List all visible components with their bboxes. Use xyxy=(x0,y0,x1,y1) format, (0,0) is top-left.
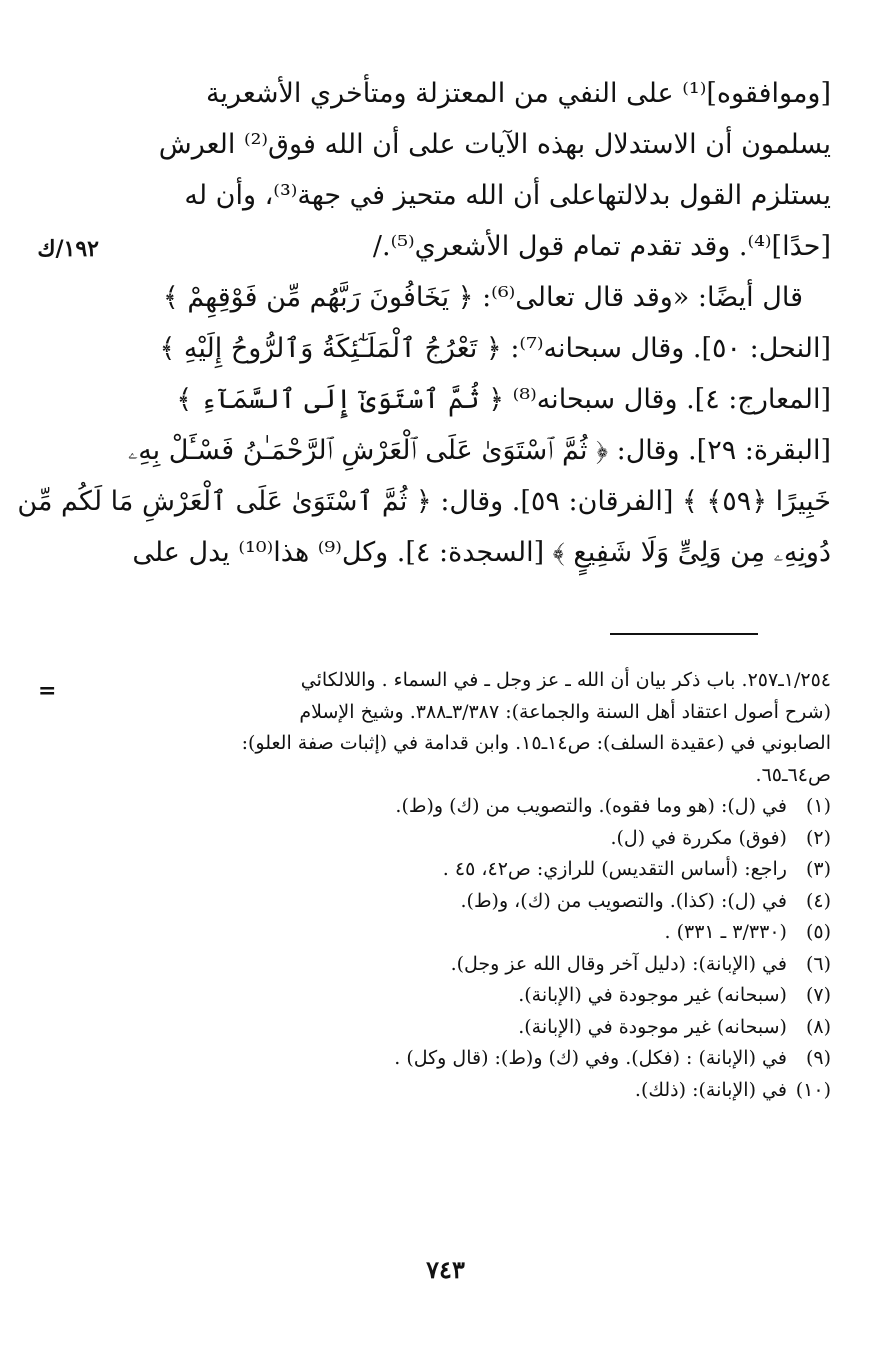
main-text-line: [حدًا]⁽⁴⁾. وقد تقدم تمام قول الأشعري⁽⁵⁾./ xyxy=(372,231,831,262)
main-text-line: يستلزم القول بدلالتهاعلى أن الله متحيز في جهة⁽³⁾، وأن له xyxy=(184,180,831,211)
footnotes xyxy=(161,665,831,1106)
main-text-line: دُونِهِۦ مِن وَلِىٍّ وَلَا شَفِيعٍ ﴾ [السجدة: ٤]. وكل⁽⁹⁾ هذا⁽¹⁰⁾ يدل على xyxy=(132,537,831,568)
footnote-continuation-line: (شرح أصول اعتقاد أهل السنة والجماعة): ٣/٣٨٧ـ٣٨٨. وشيخ الإسلام xyxy=(299,700,831,723)
main-text-line: خَبِيرًا ﴿٥٩﴾ ﴾ [الفرقان: ٥٩]. وقال: ﴿ ثُمَّ ٱسْتَوَىٰ عَلَى ٱلْعَرْشِ مَا لَكُم مِّن xyxy=(17,486,831,517)
main-text-line: [البقرة: ٢٩]. وقال: ﴿ ثُمَّ ٱسْتَوَىٰ عَلَى ٱلْعَرْشِ ٱلرَّحْمَـٰنُ فَسْـَٔلْ بِهِۦ xyxy=(127,435,831,466)
main-text-line: [المعارج: ٤]. وقال سبحانه⁽⁸⁾ ﴿ ثُمَّ ٱسْتَوَىٰٓ إِلَى ٱلسَّمَآءِ ﴾ xyxy=(176,384,831,415)
footnote-item xyxy=(161,1012,831,1044)
footnote-divider xyxy=(610,633,758,635)
footnote-item xyxy=(161,949,831,981)
footnote-item xyxy=(161,823,831,855)
footnote-number: (٦) xyxy=(805,952,831,975)
footnote-number: (٣) xyxy=(805,858,831,880)
footnote-number: (٤) xyxy=(805,889,831,912)
footnote-item xyxy=(161,980,831,1012)
footnote-text: في (الإبانة) : (فكل). وفي (ك) و(ط): (قال وكل) . xyxy=(394,1047,787,1069)
footnote-continuation-line: ص٦٤ـ٦٥. xyxy=(755,763,831,786)
footnote-text: (سبحانه) غير موجودة في (الإبانة). xyxy=(518,1015,787,1038)
footnote-item xyxy=(161,917,831,949)
footnote-item xyxy=(161,1075,831,1107)
footnote-text: (سبحانه) غير موجودة في (الإبانة). xyxy=(518,984,787,1006)
footnote-text: في (الإبانة): (ذلك). xyxy=(634,1078,787,1101)
footnote-item xyxy=(161,791,831,823)
footnote-number: (٨) xyxy=(805,1015,831,1038)
manuscript-margin-note: ١٩٢/ك xyxy=(37,236,99,262)
footnote-continuation-mark: = xyxy=(38,678,57,704)
footnote-text: في (ل): (كذا). والتصويب من (ك)، و(ط). xyxy=(460,889,787,912)
footnote-number: (١٠) xyxy=(795,1078,831,1101)
footnote-text: راجع: (أساس التقديس) للرازي: ص٤٢، ٤٥ . xyxy=(442,858,787,880)
footnote-item xyxy=(161,854,831,886)
footnote-item xyxy=(161,1043,831,1075)
footnote-continuation-line: الصابوني في (عقيدة السلف): ص١٤ـ١٥. وابن قدامة في (إثبات صفة العلو): xyxy=(241,732,831,754)
footnote-number: (٩) xyxy=(805,1047,831,1069)
footnote-number: (٥) xyxy=(805,921,831,943)
page-number: ٧٤٣ xyxy=(426,1255,465,1284)
footnote-text: (٣/٣٣٠ ـ ٣٣١) . xyxy=(664,921,787,943)
footnote-text: (فوق) مكررة في (ل). xyxy=(610,826,787,849)
footnote-text: في (الإبانة): (دليل آخر وقال الله عز وجل). xyxy=(450,952,787,975)
main-text-line: يسلمون أن الاستدلال بهذه الآيات على أن الله فوق⁽²⁾ العرش xyxy=(158,129,831,160)
main-text-line: [النحل: ٥٠]. وقال سبحانه⁽⁷⁾: ﴿ تَعْرُجُ ٱلْمَلَـٰٓئِكَةُ وَٱلرُّوحُ إِلَيْهِ ﴾ xyxy=(159,333,831,364)
footnote-number: (١) xyxy=(805,795,831,817)
footnote-continuation-line: ١/٢٥٤ـ٢٥٧. باب ذكر بيان أن الله ـ عز وجل ـ في السماء . واللالكائي xyxy=(300,669,831,691)
main-text-line: [وموافقوه]⁽¹⁾ على النفي من المعتزلة ومتأخري الأشعرية xyxy=(205,78,831,109)
footnote-number: (٧) xyxy=(805,984,831,1006)
footnote-item xyxy=(161,886,831,918)
main-text-line: قال أيضًا: «وقد قال تعالى⁽⁶⁾: ﴿ يَخَافُونَ رَبَّهُم مِّن فَوْقِهِمْ ﴾ xyxy=(162,282,803,313)
footnote-number: (٢) xyxy=(805,826,831,849)
footnote-text: في (ل): (هو وما فقوه). والتصويب من (ك) و(ط). xyxy=(395,795,787,817)
